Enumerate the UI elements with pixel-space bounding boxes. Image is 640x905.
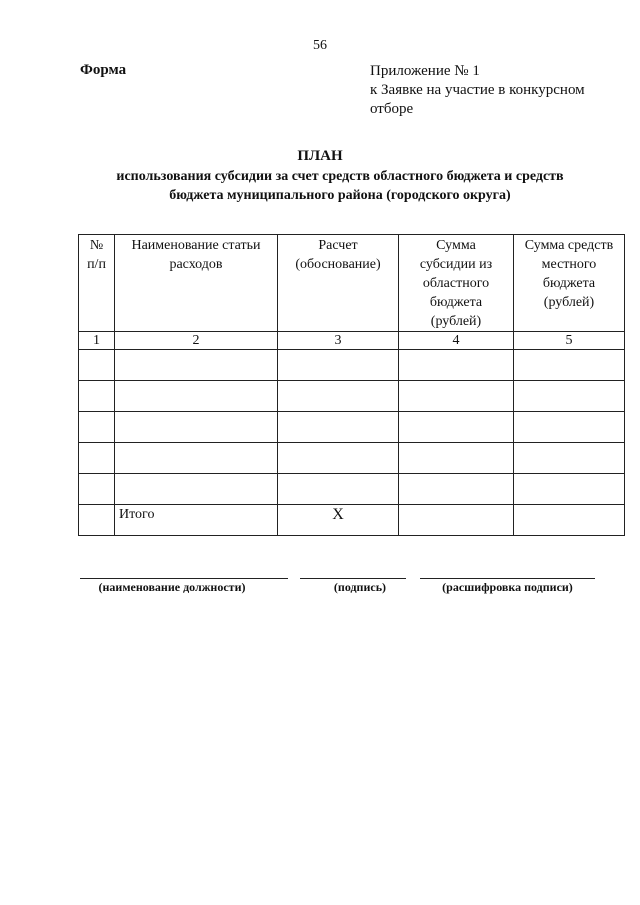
column-number: 3 <box>278 332 399 350</box>
document-subtitle <box>90 167 590 205</box>
table-cell[interactable] <box>278 381 399 412</box>
signature-caption-sign: (подпись) <box>333 580 387 594</box>
table-cell[interactable] <box>399 443 514 474</box>
table-row <box>79 350 625 381</box>
header-cell-number <box>79 235 115 332</box>
total-row <box>79 505 625 536</box>
column-number: 5 <box>514 332 625 350</box>
signature-caption-decode: (расшифровка подписи) <box>442 580 573 594</box>
column-number: 4 <box>399 332 514 350</box>
table-row <box>79 412 625 443</box>
table-row <box>79 474 625 505</box>
column-number-row <box>79 332 625 350</box>
table-cell[interactable] <box>278 443 399 474</box>
header-row <box>79 235 625 332</box>
header-text: (рублей) <box>543 295 595 310</box>
signature-caption-position: (наименование должности) <box>98 580 246 594</box>
table-cell[interactable] <box>115 412 278 443</box>
signature-line-position[interactable] <box>80 578 288 579</box>
header-text: Наименование статьи <box>131 238 261 253</box>
header-text: областного <box>422 276 490 291</box>
header-cell-calculation <box>278 235 399 332</box>
total-calculation-x: X <box>278 505 399 536</box>
table-cell[interactable] <box>115 350 278 381</box>
table-row <box>79 443 625 474</box>
total-regional-cell[interactable] <box>399 505 514 536</box>
table-cell[interactable] <box>514 474 625 505</box>
column-number: 2 <box>115 332 278 350</box>
subtitle-line-2: бюджета муниципального района (городского округа) <box>169 188 511 203</box>
column-number: 1 <box>79 332 115 350</box>
header-text: субсидии из <box>419 257 493 272</box>
table-cell[interactable] <box>514 381 625 412</box>
table-cell[interactable] <box>399 474 514 505</box>
form-label: Форма <box>80 62 127 78</box>
header-cell-regional-subsidy <box>399 235 514 332</box>
header-text: (рублей) <box>430 314 482 329</box>
header-text: № <box>89 238 104 253</box>
table-cell[interactable] <box>115 443 278 474</box>
appendix-note <box>370 62 585 119</box>
header-cell-item-name <box>115 235 278 332</box>
header-text: Сумма <box>436 238 476 253</box>
header-text: Расчет <box>318 238 358 253</box>
header-cell-local-budget <box>514 235 625 332</box>
header-text: местного <box>541 257 597 272</box>
page-number: 56 <box>313 38 327 53</box>
table-cell[interactable] <box>514 412 625 443</box>
header-text: бюджета <box>542 276 596 291</box>
table-cell[interactable] <box>514 350 625 381</box>
table-cell[interactable] <box>79 474 115 505</box>
table-cell[interactable] <box>399 350 514 381</box>
signature-line-decode[interactable] <box>420 578 595 579</box>
table-cell[interactable] <box>79 443 115 474</box>
table-cell[interactable] <box>79 381 115 412</box>
table-cell[interactable] <box>399 412 514 443</box>
header-text: бюджета <box>429 295 483 310</box>
plan-table <box>78 234 625 536</box>
total-local-cell[interactable] <box>514 505 625 536</box>
table-cell <box>79 505 115 536</box>
header-text: расходов <box>169 257 223 272</box>
table-cell[interactable] <box>278 474 399 505</box>
header-text: Сумма средств <box>524 238 614 253</box>
appendix-line-3: отборе <box>370 101 414 117</box>
table-cell[interactable] <box>514 443 625 474</box>
table-cell[interactable] <box>278 350 399 381</box>
table-row <box>79 381 625 412</box>
table-cell[interactable] <box>115 381 278 412</box>
subtitle-line-1: использования субсидии за счет средств областного бюджета и средств <box>116 169 564 184</box>
table-cell[interactable] <box>115 474 278 505</box>
header-text: п/п <box>87 257 106 272</box>
table-cell[interactable] <box>79 412 115 443</box>
appendix-line-1: Приложение № 1 <box>370 63 480 79</box>
total-label: Итого <box>115 505 278 536</box>
header-text: (обоснование) <box>295 257 381 272</box>
table-cell[interactable] <box>399 381 514 412</box>
appendix-line-2: к Заявке на участие в конкурсном <box>370 82 585 98</box>
table-cell[interactable] <box>79 350 115 381</box>
document-title: ПЛАН <box>297 148 343 164</box>
signature-line-sign[interactable] <box>300 578 406 579</box>
table-cell[interactable] <box>278 412 399 443</box>
